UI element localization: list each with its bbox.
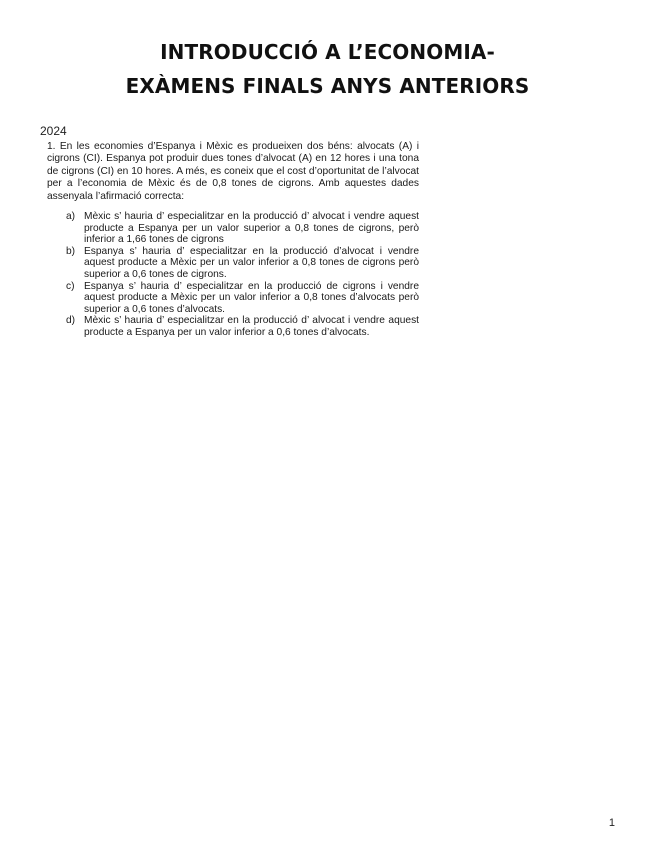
option-letter: b) — [66, 245, 76, 257]
option-letter: a) — [66, 211, 76, 222]
answer-option-c — [47, 281, 419, 316]
option-letter: d) — [66, 315, 76, 327]
option-text: Mèxic s’ hauria d’ especialitzar en la producció d’ alvocat i vendre aquest producte a Espanya per un valor inferior a 0,6 tones d’alvocats. — [84, 315, 419, 338]
question-statement: 1. En les economies d’Espanya i Mèxic es produeixen dos béns: alvocats (A) i cigrons (CI). Espanya pot produir dues tones d’alvocat (A) en 12 hores i una tona de cigrons (CI) en 10 hores. A més, es coneix que el cost d’oportunitat de l’alvocat per a l’economia de Mèxic és de 0,8 tones de cigrons. Amb aquestes dades assenyala l’afirmació correcta: — [47, 141, 419, 202]
answer-option-b — [47, 246, 419, 281]
option-letter: c) — [66, 280, 75, 292]
option-text: Espanya s’ hauria d’ especialitzar en la producció de cigrons i vendre aquest producte a Mèxic per un valor inferior a 0,8 tones d’alvocats però superior a 0,6 tones d’alvocats. — [84, 280, 419, 315]
answer-option-a — [47, 211, 419, 246]
option-text: Mèxic s’ hauria d’ especialitzar en la producció d’ alvocat i vendre aquest producte a Espanya per un valor superior a 0,8 tones de cigrons, però inferior a 1,66 tones de cigrons — [84, 211, 419, 246]
document-title-line-2: EXÀMENS FINALS ANYS ANTERIORS — [125, 74, 530, 98]
option-text: Espanya s’ hauria d’ especialitzar en la producció d’alvocat i vendre aquest producte a Mèxic per un valor inferior a 0,8 tones de cigrons però superior a 0,6 tones de cigrons. — [84, 245, 419, 280]
answer-options-list — [47, 211, 419, 339]
answer-option-d — [47, 315, 419, 338]
page-number: 1 — [608, 817, 615, 829]
document-title-line-1: INTRODUCCIÓ A L’ECONOMIA- — [160, 40, 495, 64]
year-heading: 2024 — [40, 124, 67, 138]
